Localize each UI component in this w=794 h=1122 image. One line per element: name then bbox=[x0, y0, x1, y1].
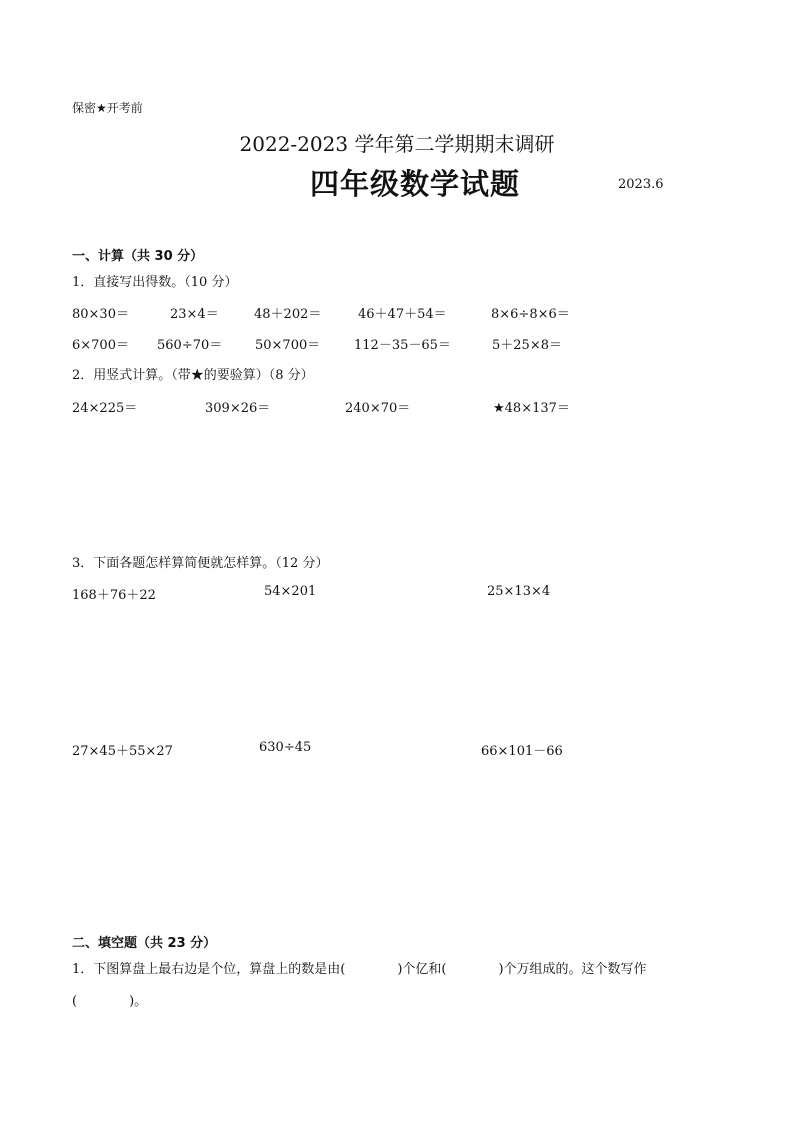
oral-problem: 6×700＝ bbox=[72, 338, 129, 353]
question-1-label: 1．直接写出得数。（10 分） bbox=[72, 275, 238, 290]
oral-problem: 80×30＝ bbox=[72, 307, 129, 322]
fill-question-1: 1．下图算盘上最右边是个位，算盘上的数是由( )个亿和( )个万组成的。这个数写作 bbox=[72, 962, 647, 977]
simplify-problem: 25×13×4 bbox=[487, 584, 551, 599]
oral-problem: 8×6÷8×6＝ bbox=[491, 307, 570, 322]
simplify-problem: 27×45＋55×27 bbox=[72, 744, 173, 759]
oral-problem: 46＋47＋54＝ bbox=[358, 307, 447, 322]
vertical-problem: 309×26＝ bbox=[205, 401, 271, 416]
oral-problem: 5＋25×8＝ bbox=[492, 338, 562, 353]
question-2-label: 2．用竖式计算。（带★的要验算）（8 分） bbox=[72, 368, 314, 383]
exam-title: 2022-2023 学年第二学期期末调研 bbox=[239, 132, 555, 156]
section-1-heading: 一、计算（共 30 分） bbox=[72, 249, 204, 264]
exam-subtitle: 四年级数学试题 bbox=[310, 167, 521, 201]
oral-problem: 560÷70＝ bbox=[157, 338, 223, 353]
fill-question-1-continued: ( )。 bbox=[72, 994, 148, 1009]
vertical-problem: 24×225＝ bbox=[72, 401, 138, 416]
simplify-problem: 66×101－66 bbox=[481, 744, 563, 759]
section-2-heading: 二、填空题（共 23 分） bbox=[72, 936, 217, 951]
oral-problem: 23×4＝ bbox=[170, 307, 219, 322]
oral-problem: 50×700＝ bbox=[255, 338, 321, 353]
vertical-problem: ★48×137＝ bbox=[493, 401, 570, 416]
oral-problem: 48＋202＝ bbox=[254, 307, 322, 322]
confidential-mark: 保密★开考前 bbox=[72, 101, 143, 115]
simplify-problem: 168＋76＋22 bbox=[72, 588, 156, 603]
simplify-problem: 54×201 bbox=[264, 584, 317, 599]
question-3-label: 3．下面各题怎样算简便就怎样算。（12 分） bbox=[72, 556, 329, 571]
simplify-problem: 630÷45 bbox=[259, 740, 312, 755]
exam-date: 2023.6 bbox=[618, 177, 664, 192]
oral-problem: 112－35－65＝ bbox=[354, 338, 451, 353]
vertical-problem: 240×70＝ bbox=[345, 401, 411, 416]
